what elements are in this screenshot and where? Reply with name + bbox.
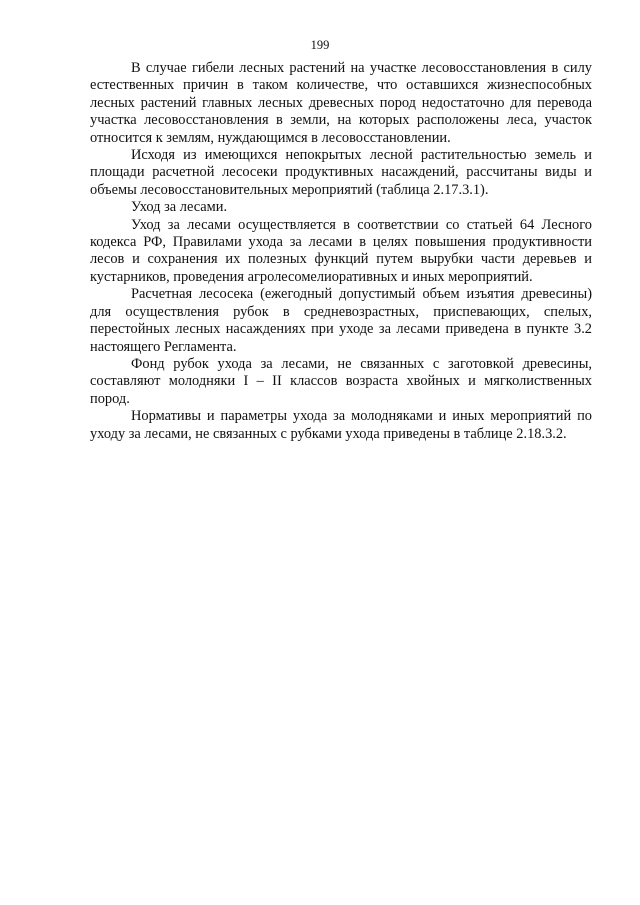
paragraph-thinning-fund: Фонд рубок ухода за лесами, не связанных с заготовкой древесины, составляют молодняки I – II классов возраста хвойных и мягколиственных пород.	[90, 355, 592, 407]
paragraph-reforestation-failure: В случае гибели лесных растений на участке лесовосстановления в силу естественных причин в таком количестве, что оставшихся жизнеспособных лесных растений главных лесных древесных пород недостаточно для перевода участка лесовосстановления в земли, на которых расположены леса, участок относится к землям, нуждающимся в лесовосстановлении.	[90, 60, 592, 146]
paragraph-forest-care-basis: Уход за лесами осуществляется в соответствии со статьей 64 Лесного кодекса РФ, Правилами ухода за лесами в целях повышения продуктивности лесов и сохранения их полезных функций путем вырубки части деревьев и кустарников, проведения агролесомелиоративных и иных мероприятий.	[90, 216, 592, 285]
paragraph-reforestation-volumes: Исходя из имеющихся непокрытых лесной растительностью земель и площади расчетной лесосеки продуктивных насаждений, рассчитаны виды и объемы лесовосстановительных мероприятий (таблица 2.17.3.1).	[90, 147, 592, 198]
page-number: 199	[310, 38, 330, 52]
paragraph-allowable-cut: Расчетная лесосека (ежегодный допустимый объем изъятия древесины) для осуществления рубок в средневозрастных, приспевающих, спелых, перестойных лесных насаждениях при уходе за лесами приведена в пункте 3.2 настоящего Регламента.	[90, 286, 592, 355]
paragraph-forest-care-heading: Уход за лесами.	[131, 199, 228, 216]
paragraph-norms-parameters: Нормативы и параметры ухода за молодняками и иных мероприятий по уходу за лесами, не связанных с рубками ухода приведены в таблице 2.18.3.2.	[90, 408, 592, 442]
body-text	[90, 60, 592, 443]
